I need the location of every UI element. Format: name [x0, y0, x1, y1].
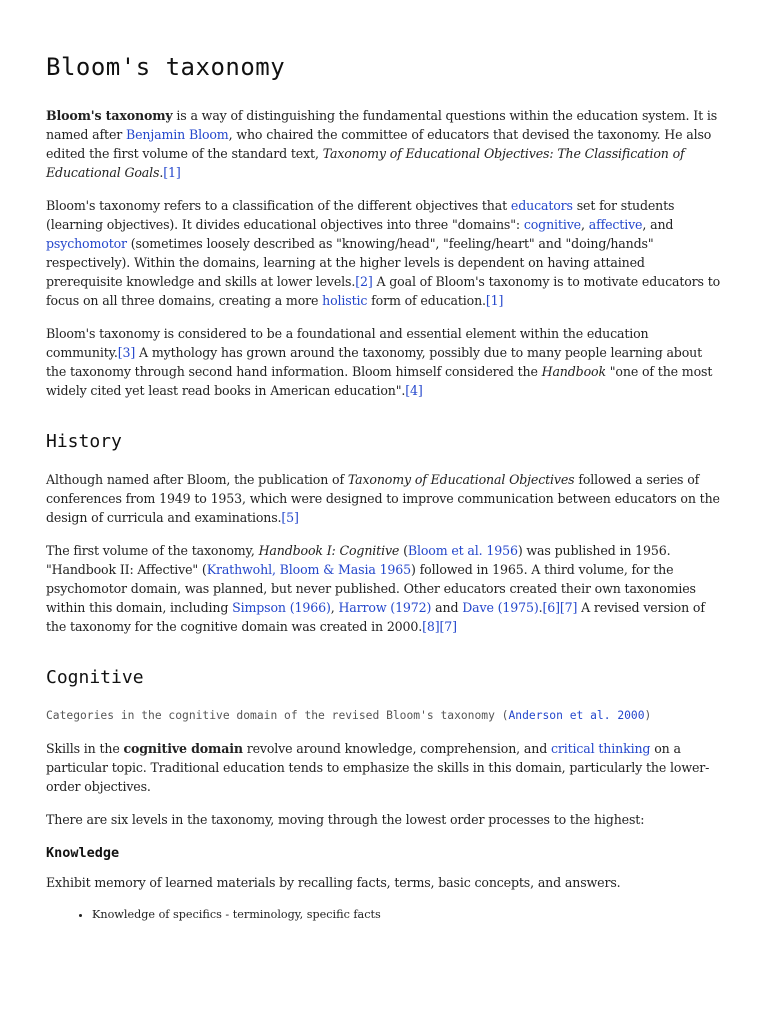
- section-heading-cognitive: Cognitive: [46, 667, 144, 688]
- link-benjamin-bloom[interactable]: Benjamin Bloom: [126, 127, 229, 142]
- text: set for students (learning objectives). It divides educational objectives into three "domains":: [46, 198, 675, 232]
- link-holistic[interactable]: holistic: [322, 293, 368, 308]
- intro-paragraph-1: [46, 106, 722, 182]
- cognitive-paragraph-1: [46, 739, 722, 796]
- intro-paragraph-3: [46, 324, 722, 400]
- history-paragraph-1: [46, 470, 722, 527]
- link-psychomotor[interactable]: psychomotor: [46, 236, 127, 251]
- knowledge-list: [46, 906, 722, 924]
- text: .: [159, 165, 164, 180]
- text: A goal of Bloom's taxonomy is to motivate educators to focus on all three domains, creating a more: [46, 274, 721, 308]
- text: ) was published in 1956. "Handbook II: Affective" (: [46, 543, 671, 577]
- text: (sometimes loosely described as "knowing/head", "feeling/heart" and "doing/hands" respectively). Within the domains, learning at the higher levels is dependent on having attained prerequisite knowledge and skills at lower levels.: [46, 236, 654, 289]
- link-anderson-2000[interactable]: Anderson et al. 2000: [508, 709, 645, 722]
- text: Bloom's taxonomy refers to a classification of the different objectives that: [46, 198, 511, 213]
- section-heading-history: History: [46, 431, 122, 452]
- citation-link-1[interactable]: [1]: [485, 293, 504, 308]
- text: (: [399, 543, 408, 558]
- link-critical-thinking[interactable]: critical thinking: [550, 741, 651, 756]
- link-cognitive[interactable]: cognitive: [523, 217, 581, 232]
- text: Although named after Bloom, the publication of: [46, 472, 348, 487]
- bold-term: Bloom's taxonomy: [46, 108, 173, 123]
- citation-link-4[interactable]: [4]: [405, 383, 423, 398]
- link-educators[interactable]: educators: [510, 198, 573, 213]
- link-bloom-1956[interactable]: Bloom et al. 1956: [407, 543, 518, 558]
- cognitive-paragraph-2: There are six levels in the taxonomy, moving through the lowest order processes to the highest:: [46, 812, 645, 827]
- text: ,: [330, 600, 339, 615]
- citation-link-2[interactable]: [2]: [355, 274, 373, 289]
- bold-term: cognitive domain: [123, 741, 243, 756]
- text: revolve around knowledge, comprehension, and: [242, 741, 551, 756]
- text: followed a series of conferences from 1949 to 1953, which were designed to improve communication between educators on the design of curricula and examinations.: [46, 472, 720, 525]
- citation-link-7[interactable]: [7]: [439, 619, 457, 634]
- book-title: Taxonomy of Educational Objectives: The Classification of Educational Goals: [46, 146, 685, 180]
- citation-link-3[interactable]: [3]: [117, 345, 136, 360]
- citation-link-7[interactable]: [7]: [559, 600, 578, 615]
- text: A revised version of the taxonomy for the cognitive domain was created in 2000.: [46, 600, 705, 634]
- knowledge-paragraph: Exhibit memory of learned materials by recalling facts, terms, basic concepts, and answers.: [46, 875, 621, 890]
- text: "one of the most widely cited yet least read books in American education".: [46, 364, 713, 398]
- text: and: [431, 600, 463, 615]
- text: on a particular topic. Traditional education tends to emphasize the skills in this domain, particularly the lower-order objectives.: [46, 741, 710, 794]
- link-simpson-1966[interactable]: Simpson (1966): [232, 600, 331, 615]
- text: Categories in the cognitive domain of the revised Bloom's taxonomy (: [46, 709, 509, 722]
- text: , and: [642, 217, 674, 232]
- citation-link-6[interactable]: [6]: [542, 600, 560, 615]
- intro-paragraph-2: [46, 196, 722, 310]
- text: .: [538, 600, 543, 615]
- text: form of education.: [367, 293, 486, 308]
- citation-link-1[interactable]: [1]: [163, 165, 181, 180]
- citation-link-8[interactable]: [8]: [422, 619, 440, 634]
- book-title: Handbook: [541, 364, 606, 379]
- text: A mythology has grown around the taxonomy, possibly due to many people learning about the taxonomy through second hand information. Bloom himself considered the: [46, 345, 703, 379]
- text: ,: [581, 217, 589, 232]
- text: is a way of distinguishing the fundamental questions within the education system. It is named after: [46, 108, 718, 142]
- text: ): [644, 709, 652, 722]
- history-paragraph-2: [46, 541, 722, 636]
- text: , who chaired the committee of educators that devised the taxonomy. He also edited the first volume of the standard text,: [46, 127, 712, 161]
- page-title: Bloom's taxonomy: [46, 53, 286, 81]
- figure-caption: [46, 706, 722, 725]
- link-harrow-1972[interactable]: Harrow (1972): [338, 600, 432, 615]
- text: ) followed in 1965. A third volume, for the psychomotor domain, was planned, but never published. Other educators created their own taxonomies within this domain, including: [46, 562, 696, 615]
- link-krathwohl-1965[interactable]: Krathwohl, Bloom & Masia 1965: [206, 562, 412, 577]
- book-title: Handbook I: Cognitive: [258, 543, 400, 558]
- text: The first volume of the taxonomy,: [46, 543, 259, 558]
- subsection-heading-knowledge: Knowledge: [46, 845, 120, 861]
- book-title: Taxonomy of Educational Objectives: [347, 472, 575, 487]
- citation-link-5[interactable]: [5]: [281, 510, 299, 525]
- text: Skills in the: [46, 741, 124, 756]
- list-item: • Knowledge of specifics - terminology, specific facts: [92, 906, 722, 924]
- text: Bloom's taxonomy is considered to be a foundational and essential element within the education community.: [46, 326, 649, 360]
- link-dave-1975[interactable]: Dave (1975): [462, 600, 539, 615]
- link-affective[interactable]: affective: [588, 217, 643, 232]
